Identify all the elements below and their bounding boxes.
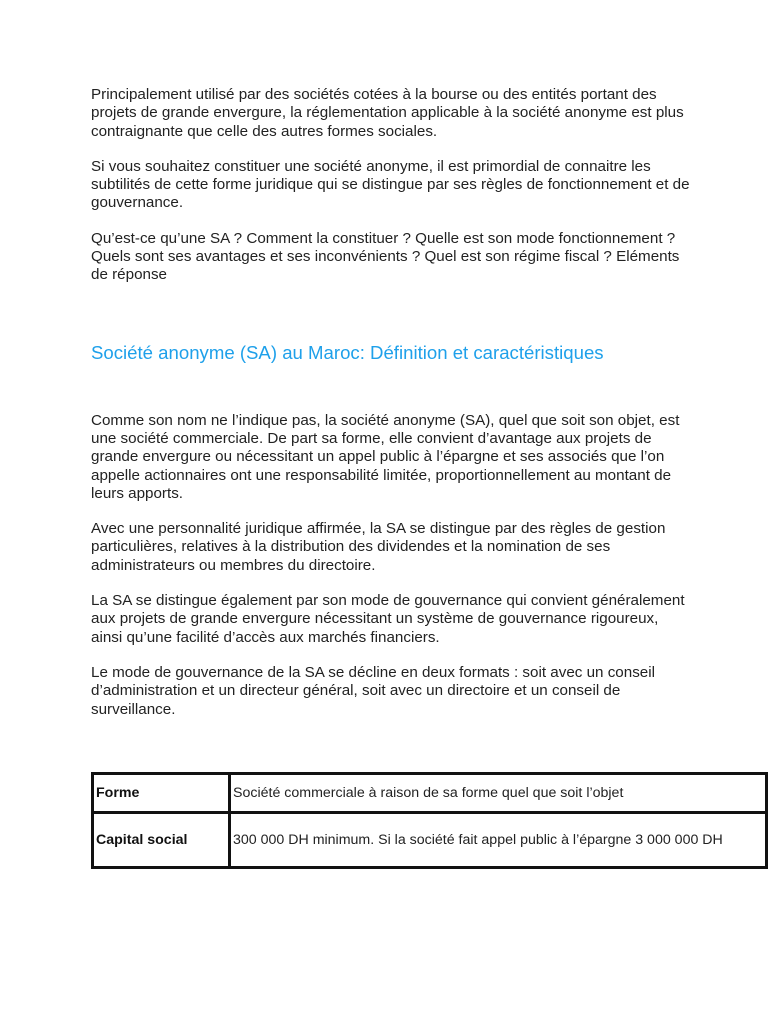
section-paragraph-4: Le mode de gouvernance de la SA se décline en deux formats : soit avec un conseil d’administration et un directeur général, soit avec un directoire et un conseil de surveillance. [91,663,655,718]
section-paragraph-2: Avec une personnalité juridique affirmée, la SA se distingue par des règles de gestion particulières, relatives à la distribution des dividendes et la nomination de ses administrateurs ou membres du directoire. [91,520,666,574]
document-body [91,86,691,719]
row-label: Forme [93,774,230,813]
section-paragraph-3: La SA se distingue également par son mode de gouvernance qui convient généralement aux projets de grande envergure nécessitant un système de gouvernance rigoureux, ainsi qu’une facilité d’accès aux marchés financiers. [91,592,685,646]
table-row [93,813,767,868]
intro-paragraph-2: Si vous souhaitez constituer une société anonyme, il est primordial de connaitre les subtilités de cette forme juridique qui se distingue par ses règles de fonctionnement et de gouvernance. [91,157,690,212]
table-row [93,774,767,813]
section-paragraph-1: Comme son nom ne l’indique pas, la société anonyme (SA), quel que soit son objet, est une société commerciale. De part sa forme, elle convient d’avantage aux projets de grande envergure ou nécessitant un appel public à l’épargne et ses associés que l’on appelle actionnaires ont une responsabilité limitée, proportionnellement au montant de leurs apports. [91,411,680,502]
intro-paragraph-1: Principalement utilisé par des sociétés cotées à la bourse ou des entités portant des projets de grande envergure, la réglementation applicable à la société anonyme est plus contraignante que celle des autres formes sociales. [91,86,684,140]
characteristics-table [91,772,768,869]
section-content [91,412,691,719]
row-value: 300 000 DH minimum. Si la société fait appel public à l’épargne 3 000 000 DH [230,813,767,868]
row-value: Société commerciale à raison de sa forme quel que soit l’objet [230,774,767,813]
section-heading: Société anonyme (SA) au Maroc: Définition et caractéristiques [91,341,604,363]
row-label: Capital social [93,813,230,868]
intro-paragraph-3: Qu’est-ce qu’une SA ? Comment la constituer ? Quelle est son mode fonctionnement ? Quels sont ses avantages et ses inconvénients ? Quel est son régime fiscal ? Eléments de réponse [91,229,680,284]
